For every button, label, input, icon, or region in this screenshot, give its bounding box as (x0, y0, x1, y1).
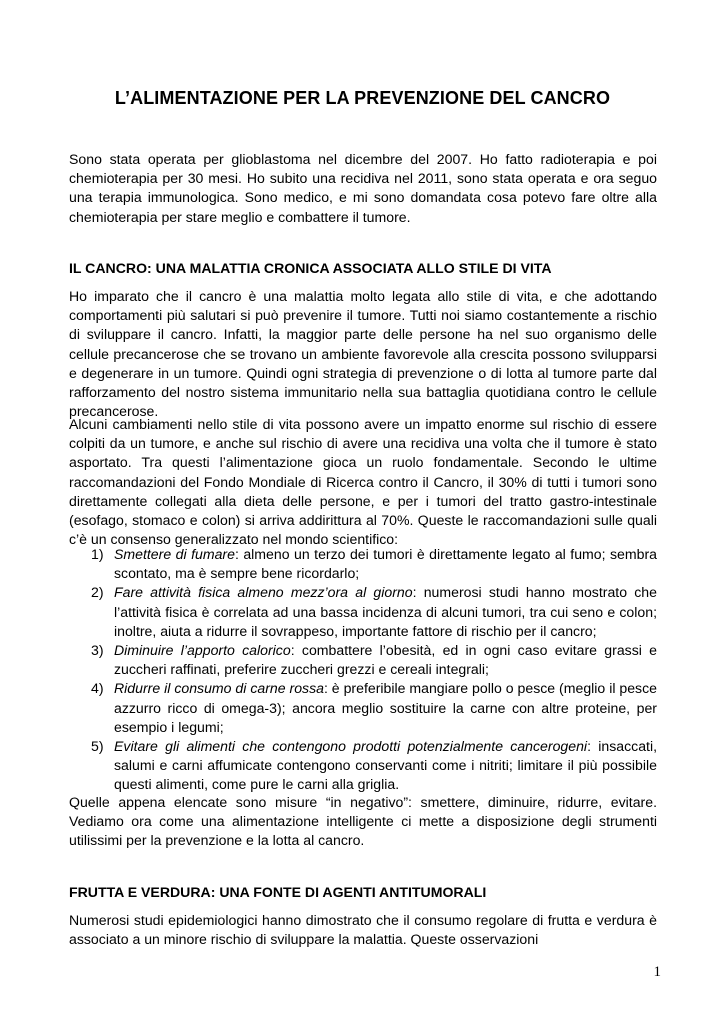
page-number: 1 (653, 964, 661, 980)
list-item-lead: Smettere di fumare (114, 546, 235, 562)
list-item-number: 5) (91, 738, 104, 755)
intro-paragraph: Sono stata operata per glioblastoma nel dicembre del 2007. Ho fatto radioterapia e poi chemioterapia per 30 mesi. Ho subito una recidiva nel 2011, sono stata operata e ora seguo una terapia immunologica. Sono medico, e mi sono domandata cosa potevo fare oltre alla chemioterapia per stare meglio e combattere il tumore. (69, 151, 657, 225)
list-item-number: 4) (91, 680, 104, 697)
list-item-number: 3) (91, 642, 104, 659)
section-heading-frutta-verdura: FRUTTA E VERDURA: UNA FONTE DI AGENTI ANTITUMORALI (69, 884, 487, 900)
list-item (69, 679, 657, 737)
list-item-lead: Evitare gli alimenti che contengono prodotti potenzialmente cancerogeni (114, 738, 588, 755)
page-title: L’ALIMENTAZIONE PER LA PREVENZIONE DEL CANCRO (114, 88, 611, 108)
list-item-number: 1) (91, 546, 104, 562)
section-heading-cancro: IL CANCRO: UNA MALATTIA CRONICA ASSOCIATA ALLO STILE DI VITA (69, 260, 552, 276)
section1-paragraph-3: Quelle appena elencate sono misure “in negativo”: smettere, diminuire, ridurre, evitare. Vediamo ora come una alimentazione intelligente ci mette a disposizione degli strumenti utilissimi per la prevenzione e la lotta al cancro. (69, 794, 657, 849)
list-item-text: : numerosi studi hanno mostrato che l’attività fisica è correlata ad una bassa incidenza di alcuni tumori, tra cui seno e colon; inoltre, aiuta a ridurre il sovrappeso, importante fattore di rischio per il cancro; (114, 584, 657, 639)
list-item-text: : combattere l’obesità, ed in ogni caso evitare grassi e zuccheri raffinati, preferire zuccheri grezzi e cereali integrali; (114, 642, 657, 678)
list-item-text: : insaccati, salumi e carni affumicate contengono conservanti come i nitriti; limitare il più possibile questi alimenti, come pure le carni alla griglia. (114, 738, 657, 793)
list-item-lead: Fare attività fisica almeno mezz’ora al giorno (114, 584, 413, 601)
list-item-lead: Ridurre il consumo di carne rossa (114, 680, 324, 697)
list-item-lead: Diminuire l’apporto calorico (114, 642, 291, 659)
list-item-text: : almeno un terzo dei tumori è direttamente legato al fumo; sembra scontato, ma è sempre bene ricordarlo; (114, 546, 657, 582)
section1-paragraph-1: Ho imparato che il cancro è una malattia molto legata allo stile di vita, e che adottando comportamenti più salutari si può prevenire il tumore. Tutti noi siamo costantemente a rischio di sviluppare il cancro. Infatti, la maggior parte delle persone ha nel suo organismo delle cellule precancerose che se trovano un ambiente favorevole alla crescita possono svilupparsi e degenerare in un tumore. Quindi ogni strategia di prevenzione o di lotta al tumore parte dal rafforzamento del nostro sistema immunitario nella sua battaglia quotidiana contro le cellule precancerose. (69, 288, 657, 420)
section2-paragraph-1: Numerosi studi epidemiologici hanno dimostrato che il consumo regolare di frutta e verdura è associato a un minore rischio di sviluppare la malattia. Queste osservazioni (69, 912, 657, 948)
section1-paragraph-2: Alcuni cambiamenti nello stile di vita possono avere un impatto enorme sul rischio di essere colpiti da un tumore, e anche sul rischio di avere una recidiva una volta che il tumore è stato asportato. Tra questi l’alimentazione gioca un ruolo fondamentale. Secondo le ultime raccomandazioni del Fondo Mondiale di Ricerca contro il Cancro, il 30% di tutti i tumori sono direttamente collegati alla dieta delle persone, e per i tumori del tratto gastro-intestinale (esofago, stomaco e colon) si arriva addirittura al 70%. Queste le raccomandazioni sulle quali c’è un consenso generalizzato nel mondo scientifico: (69, 416, 657, 548)
list-item-text: : è preferibile mangiare pollo o pesce (meglio il pesce azzurro ricco di omega-3); ancora meglio sostituire la carne con altre proteine, per esempio i legumi; (114, 680, 657, 735)
recommendations-list (69, 545, 657, 795)
list-item (69, 545, 657, 583)
list-item (69, 737, 657, 795)
list-item-number: 2) (91, 584, 104, 601)
list-item (69, 583, 657, 641)
list-item (69, 641, 657, 679)
